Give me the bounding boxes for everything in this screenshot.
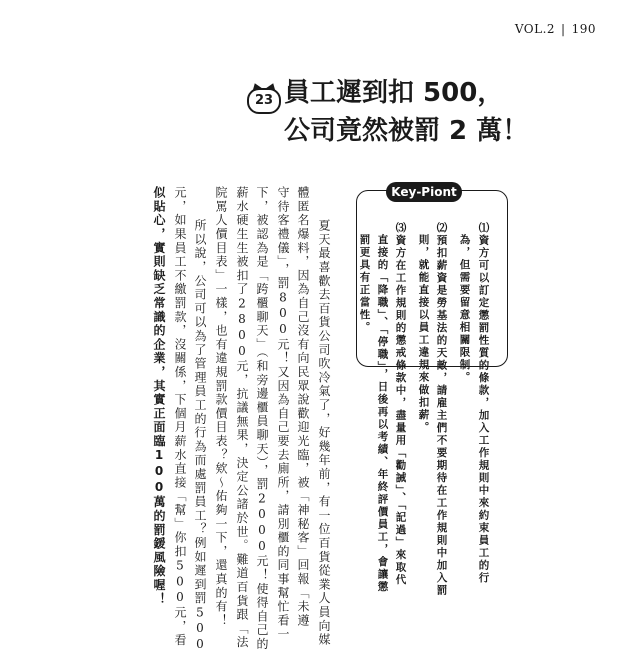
body-column: 院罵人價目表」一樣，也有違規罰款價目表？欸～佑夠一下，還真的有！ bbox=[214, 186, 228, 628]
keypoint-column: 則，就能直接以員工違規來做扣薪。 bbox=[417, 234, 430, 434]
chapter-title-line-2: 公司竟然被罰 2 萬！ bbox=[284, 116, 529, 146]
chapter-title bbox=[284, 74, 528, 150]
body-column: 元，如果員工不繳罰款，沒關係，下個月薪水直接「幫」你扣500元，看 bbox=[173, 186, 187, 648]
keypoint-label: Key-Piont bbox=[386, 182, 462, 202]
body-column: 守待客禮儀」，罰800元！又因為自己要去廁所，請別櫃的同事幫忙看一 bbox=[276, 186, 290, 642]
body-column: 體匿名爆料，因為自己沒有向民眾說歡迎光臨，被「神秘客」回報「未遵 bbox=[296, 186, 310, 628]
body-column: 所以說，公司可以為了管理員工的行為而處罰員工？例如遲到罰500 bbox=[193, 219, 207, 653]
header-separator: | bbox=[561, 22, 566, 36]
keypoint-column: 直接的「降職」、「停職」，日後再以考績、年終評價員工，會讓懲 bbox=[376, 234, 389, 594]
page-number: 190 bbox=[571, 22, 596, 36]
keypoint-column: ⑵預扣薪資是勞基法的天敵，請雇主們不要期待在工作規則中加入罰 bbox=[435, 222, 448, 597]
keypoint-column: 罰更具有正當性。 bbox=[358, 234, 371, 334]
volume-label: VOL.2 bbox=[514, 22, 556, 36]
page-header bbox=[515, 22, 596, 36]
chapter-number-badge: 23 bbox=[247, 88, 281, 114]
body-column: 薪水硬生生被扣了2800元，抗議無果，決定公諸於世。難道百貨跟「法 bbox=[235, 186, 249, 650]
keypoint-column: ⑶資方在工作規則的懲戒條款中，盡量用「勸誡」、「記過」來取代 bbox=[394, 222, 407, 587]
body-column: 下，被認為是「跨櫃聊天」（和旁邊櫃員聊天），罰2000元！使得自己的 bbox=[255, 186, 269, 652]
keypoint-column: ⑴資方可以訂定懲罰性質的條款，加入工作規則中來約束員工的行 bbox=[477, 222, 490, 585]
body-column-emphasis: 似貼心，實則缺乏常識的企業，其實正面臨100萬的罰鍰風險喔！ bbox=[152, 186, 166, 606]
keypoint-column: 為，但需要留意相關限制。 bbox=[458, 234, 471, 384]
body-column: 夏天最喜歡去百貨公司吹冷氣了，好幾年前，有一位百貨從業人員向媒 bbox=[317, 219, 331, 647]
chapter-title-line-1: 員工遲到扣 500， bbox=[284, 78, 504, 108]
